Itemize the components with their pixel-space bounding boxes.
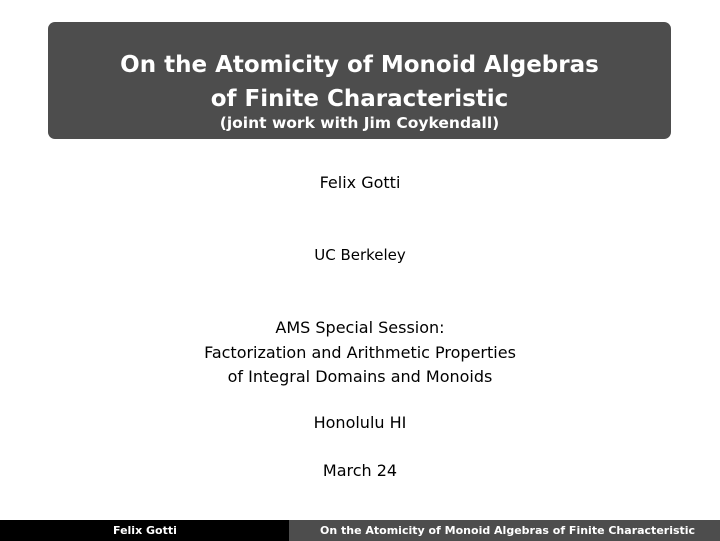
slide-title-line-2: of Finite Characteristic [210,86,509,112]
place: Honolulu HI [313,413,407,432]
date: March 24 [322,461,398,480]
slide-title-line-1: On the Atomicity of Monoid Algebras [120,52,599,78]
footer-author: Felix Gotti [113,524,177,537]
footer-author-panel [0,520,289,541]
author-name: Felix Gotti [319,173,401,192]
footer-title: On the Atomicity of Monoid Algebras of Finite Characteristic [320,524,696,537]
institute: UC Berkeley [314,246,406,264]
event-line-2: Factorization and Arithmetic Properties [204,343,516,362]
footer [0,520,720,541]
slide-subtitle: (joint work with Jim Coykendall) [219,114,500,132]
event-line-1: AMS Special Session: [275,318,445,337]
event-line-3: of Integral Domains and Monoids [227,367,493,386]
footer-title-panel [289,520,720,541]
title-box [48,22,671,139]
